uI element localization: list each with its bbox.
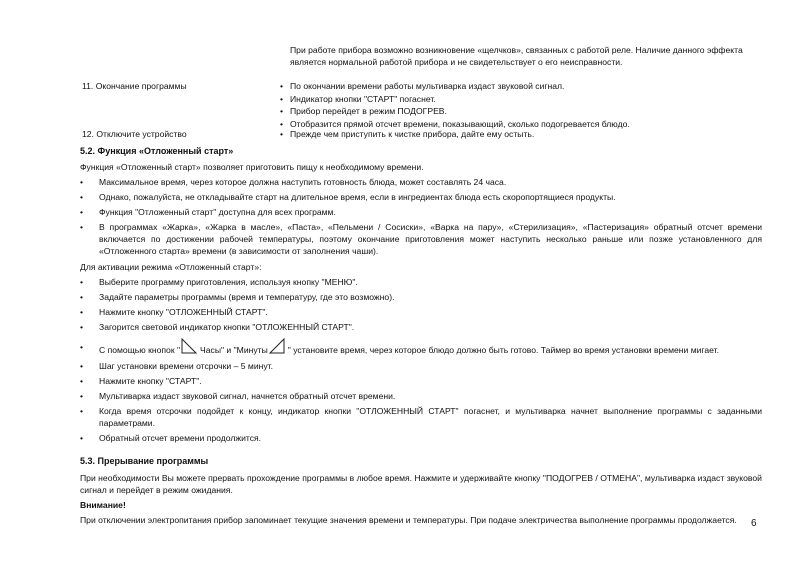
list-item: • Функция "Отложенный старт" доступна для всех программ. [80,206,762,218]
list-item: • Мультиварка издаст звуковой сигнал, начнется обратный отсчет времени. [80,390,762,402]
list-item: • Прибор перейдет в режим ПОДОГРЕВ. [282,105,762,118]
list-item: • Загорится световой индикатор кнопки "ОТЛОЖЕННЫЙ СТАРТ". [80,321,762,333]
arrows-step-text-1: С помощью кнопок " [99,345,181,355]
arrows-step-text-2: Часы" и "Минуты [200,345,268,355]
step-11-list [282,80,762,130]
list-item: • Максимальное время, через которое должна наступить готовность блюда, может составлять 24 часа. [80,176,762,188]
main-content [80,145,762,526]
section-5-3-body: При необходимости Вы можете прервать прохождение программы в любое время. Нажмите и удерживайте кнопку "ПОДОГРЕВ / ОТМЕНА", мультиварка издаст звуковой сигнал и перейдет в режим ожидания. [80,473,762,495]
warning-label: Внимание! [80,500,126,510]
warning-text: При отключении электропитания прибор запоминает текущие значения времени и температуры. При подаче электричества выполнение программы продолжается. [80,515,737,525]
list-item: • Прежде чем приступить к чистке прибора, дайте ему остыть. [282,128,762,141]
list-item: • Выберите программу приготовления, используя кнопку "МЕНЮ". [80,276,762,288]
step-11-label: 11. Окончание программы [82,81,187,91]
section-5-3-title: 5.3. Прерывание программы [80,456,209,466]
list-item: • В программах «Жарка», «Жарка в масле», «Паста», «Пельмени / Сосиски», «Варка на пару», «Стерилизация», «Пастеризация» обратный отсчет времени включается по достижении рабочей температуры, поэтому окончание приготовления может наступить несколько раньше или позже установленного для «Отложенного старта» времени (в зависимости от заполнения чаши). [80,221,762,257]
step-12-list [282,128,762,141]
arrows-step-text-3: " установите время, через которое блюдо должно быть готово. Таймер во время установки времени мигает. [287,345,720,355]
delay-start-facts [80,176,762,257]
list-item: • Индикатор кнопки "СТАРТ" погаснет. [282,93,762,106]
list-item: • Отобразится прямой отсчет времени, показывающий, сколько подогревается блюдо. [282,118,762,131]
relay-click-note: При работе прибора возможно возникновение «щелчков», связанных с работой реле. Наличие данного эффекта является нормальной работой прибора и не свидетельствует о его неисправности. [290,45,743,67]
section-5-2-intro: Функция «Отложенный старт» позволяет приготовить пищу к необходимому времени. [80,162,424,172]
list-item: • Задайте параметры программы (время и температуру, где это возможно). [80,291,762,303]
list-item: • Нажмите кнопку "ОТЛОЖЕННЫЙ СТАРТ". [80,306,762,318]
list-item: • Однако, пожалуйста, не откладывайте старт на длительное время, если в ингредиентах блюда есть скоропортящиеся продукты. [80,191,762,203]
list-item-arrows [80,341,762,357]
left-arrow-icon [180,341,200,357]
list-item: • Шаг установки времени отсрочки – 5 минут. [80,360,762,372]
list-item: • По окончании времени работы мультиварка издаст звуковой сигнал. [282,80,762,93]
list-item: • Когда время отсрочки подойдет к концу, индикатор кнопки "ОТЛОЖЕННЫЙ СТАРТ" погаснет, и мультиварка начнет выполнение программы с заданными параметрами. [80,405,762,429]
list-item: • Нажмите кнопку "СТАРТ". [80,375,762,387]
step-12-label: 12. Отключите устройство [82,129,187,139]
section-5-2-title: 5.2. Функция «Отложенный старт» [80,146,234,156]
list-item: • Обратный отсчет времени продолжится. [80,432,762,444]
activation-title: Для активации режима «Отложенный старт»: [80,262,262,272]
activation-steps [80,276,762,444]
right-arrow-icon [268,341,288,357]
page-number: 6 [751,518,757,529]
